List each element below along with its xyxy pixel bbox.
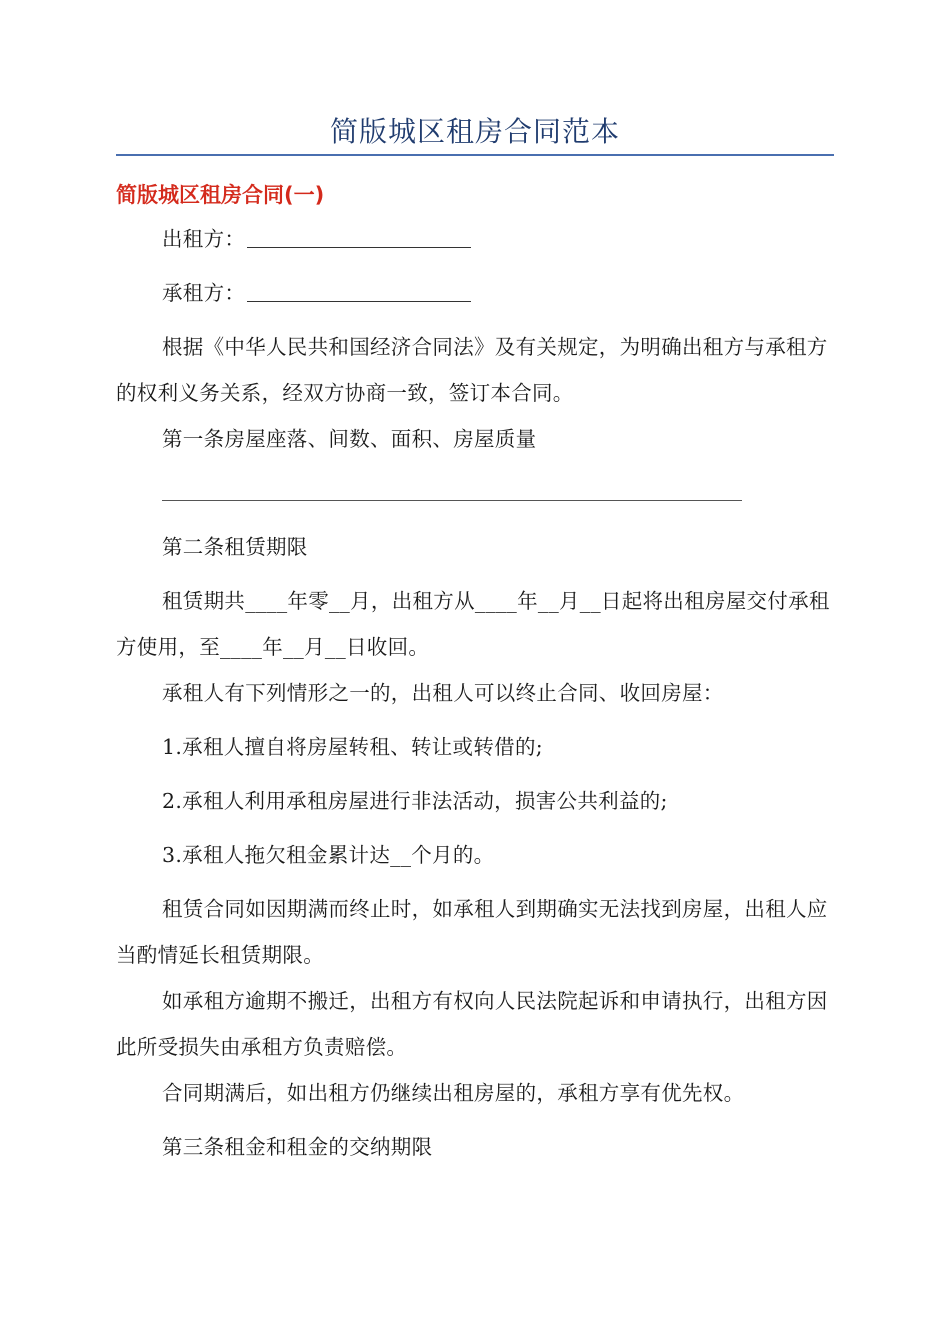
priority-paragraph: 合同期满后，如出租方仍继续出租房屋的，承租方享有优先权。 <box>162 1081 745 1105</box>
basis-paragraph: 根据《中华人民共和国经济合同法》及有关规定，为明确出租方与承租方的权利义务关系，经双方协商一致，签订本合同。 <box>116 335 828 405</box>
article-1-heading: 第一条房屋座落、间数、面积、房屋质量 <box>162 427 537 451</box>
article-3-heading: 第三条租金和租金的交纳期限 <box>162 1135 433 1159</box>
term-paragraph: 租赁期共____年零__月，出租方从____年__月__日起将出租房屋交付承租方使用，至____年__月__日收回。 <box>116 589 830 659</box>
lessor-line <box>116 216 834 262</box>
expiry-paragraph: 租赁合同如因期满而终止时，如承租人到期确实无法找到房屋，出租人应当酌情延长租赁期限。 <box>116 897 828 967</box>
overdue-paragraph: 如承租方逾期不搬迁，出租方有权向人民法院起诉和申请执行，出租方因此所受损失由承租方负责赔偿。 <box>116 989 828 1059</box>
title-underline <box>116 154 834 156</box>
lessee-line <box>116 270 834 316</box>
lessor-blank <box>247 225 471 248</box>
lessee-label: 承租方： <box>162 281 246 305</box>
list-item-1: 1.承租人擅自将房屋转租、转让或转借的; <box>162 735 543 759</box>
termination-intro: 承租人有下列情形之一的，出租人可以终止合同、收回房屋： <box>162 681 724 705</box>
article-1-blank-rule <box>162 500 742 501</box>
list-item-2: 2.承租人利用承租房屋进行非法活动，损害公共利益的; <box>162 789 668 813</box>
list-item-3: 3.承租人拖欠租金累计达__个月的。 <box>162 843 495 867</box>
lessor-label: 出租方： <box>162 227 246 251</box>
article-2-heading: 第二条租赁期限 <box>162 535 308 559</box>
section-heading: 简版城区租房合同(一) <box>116 183 325 207</box>
document-title: 简版城区租房合同范本 <box>329 115 620 148</box>
lessee-blank <box>247 279 471 302</box>
